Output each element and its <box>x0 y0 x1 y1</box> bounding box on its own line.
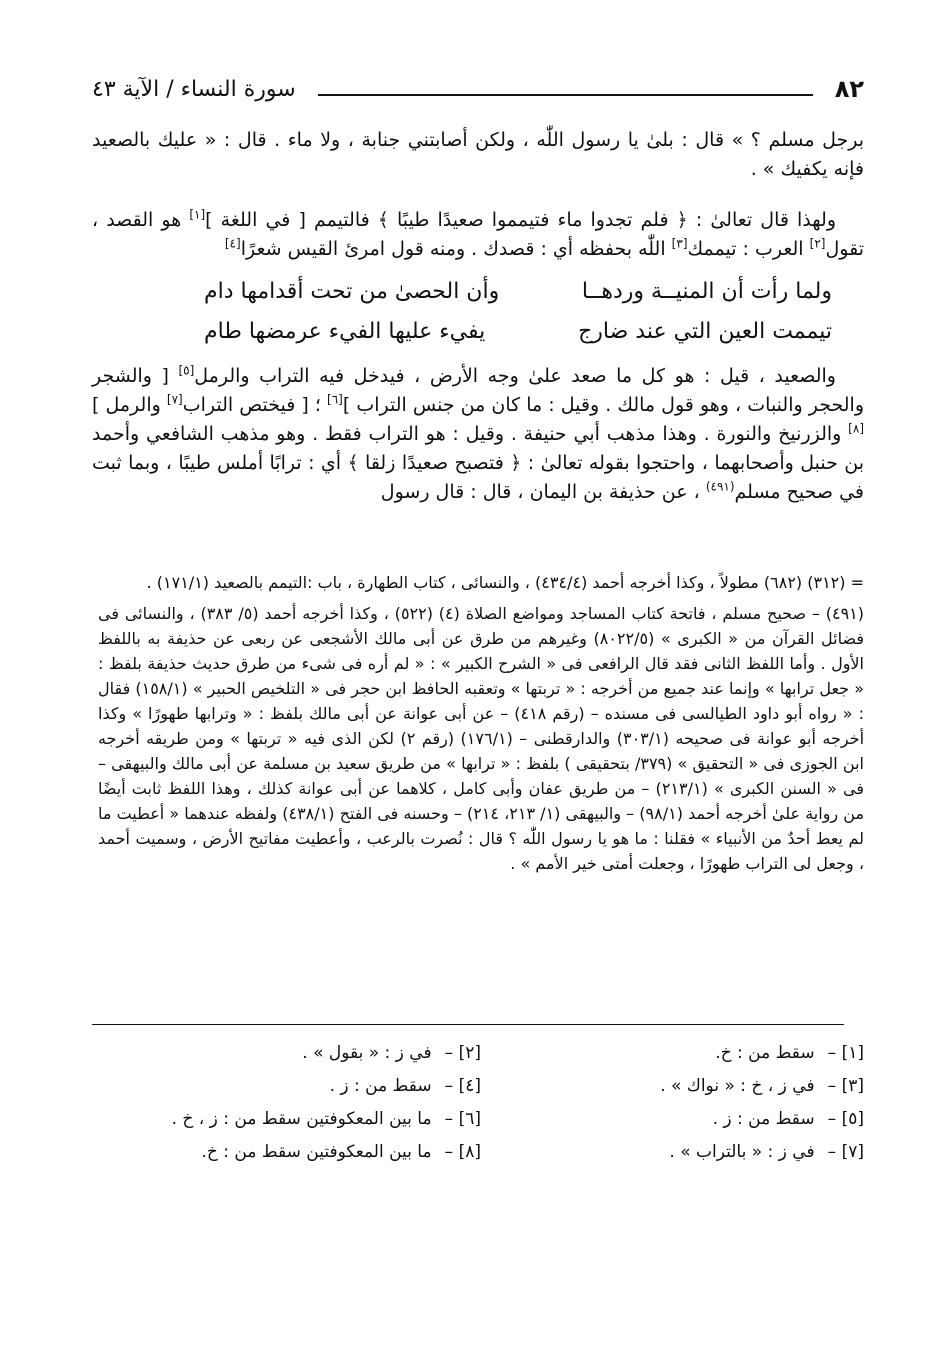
variant-note: [٤] – سقط من : ز . <box>329 1076 481 1096</box>
footnotes <box>98 570 864 882</box>
variant-note: [٥] – سقط من : ز . <box>712 1109 864 1129</box>
poem <box>92 272 864 352</box>
manuscript-variants <box>98 1040 864 1165</box>
paragraph-3: والصعيد ، قيل : هو كل ما صعد علىٰ وجه الأرض ، فيدخل فيه التراب والرمل[٥] [ والشجر والحجر والنبات ، وهو قول مالك . وقيل : ما كان من جنس التراب ][٦] ؛ [ فيختص التراب[٧] والرمل ][٨] والزرنيخ والنورة . وهذا مذهب أبي حنيفة . وقيل : هو التراب فقط . وهو مذهب الشافعي وأحمد بن حنبل وأصحابهما ، واحتجوا بقوله تعالىٰ : ﴿ فتصبح صعيدًا زلقا ﴾ أي : ترابًا أملس طيبًا ، وبما ثبت في صحيح مسلم$^{(٤٩١)}$ ، عن حذيفة بن اليمان ، قال : قال رسول <box>92 363 864 503</box>
footnote-491: (٤٩١) – صحيح مسلم ، فاتحة كتاب المساجد ومواضع الصلاة (٤) (٥٢٢) ، وكذا أخرجه أحمد (٥/ ٣٨٣) ، والنسائى فى فضائل القرآن من « الكبرى » (٨٠٢٢/٥) وغيرهم من طرق عن أبى مالك الأشجعى عن ربعى عن حذيفة به باللفظ الأول . وأما اللفظ الثانى فقد قال الرافعى فى « الشرح الكبير » : « لم أره فى شىء من طرق حديث حذيفة بلفظ : « جعل ترابها » وإنما عند جميع من أخرجه : « تربتها » وتعقبه الحافظ ابن حجر فى « التلخيص الحبير » (١٥٨/١) فقال : « رواه أبو داود الطيالسى فى مسنده – (رقم ٤١٨) – عن أبى عوانة عن أبى مالك بلفظ : « وترابها طهورًا » وكذا أخرجه أبو عوانة فى صحيحه (٣٠٣/١) والدارقطنى – (١٧٦/١) (رقم ٢) لكن الذى فيه « تربتها » ومن طريقه أخرجه ابن الجوزى فى « التحقيق » (٣٧٩/ بتحقيقى ) بلفظ : « ترابها » من طريق سعيد بن مسلمة عن أبى مالك والبيهقى – فى « السنن الكبرى » (٢١٣/١) – من طريق عفان وأبى كامل ، كلاهما عن أبى عوانة كذلك ، وهذا اللفظ ثابت أيضًا من رواية علىٰ أخرجه أحمد (٩٨/١) – والبيهقى (١/ ٢١٣، ٢١٤) – وحسنه فى الفتح (٤٣٨/١) ولفظه عندهما « أعطيت ما لم يعط أحدٌ من الأنبياء » فقلنا : ما هو يا رسول اللّٰه ؟ قال : نُصرت بالرعب ، وأعطيت مفاتيح الأرض ، وسميت أحمد ، وجعل لى التراب طهورًا ، وجعلت أمتى خير الأمم » . <box>98 604 865 873</box>
poem-line-2 <box>92 312 864 352</box>
page-header <box>92 72 864 106</box>
variant-note: [٢] – في ز : « بقول » . <box>302 1043 481 1063</box>
footnote-ref-6: [٦] <box>327 392 343 407</box>
variant-note: [٦] – ما بين المعكوفتين سقط من : ز ، خ . <box>171 1109 481 1129</box>
poem-hemistich-1b: وأن الحصىٰ من تحت أقدامها دام <box>204 279 500 304</box>
variant-note: [٧] – في ز : « بالتراب » . <box>669 1142 864 1162</box>
poem-line-1 <box>92 272 864 312</box>
surah-title: سورة النساء / الآية ٤٣ <box>92 76 296 102</box>
paragraph-2: ولهذا قال تعالىٰ : ﴿ فلم تجدوا ماء فتيمموا صعيدًا طيبًا ﴾ فالتيمم [ في اللغة ][١] هو القصد ، تقول[٢] العرب : تيممك[٣] اللّٰه بحفظه أي : قصدك . ومنه قول امرئ القيس شعرًا[٤] <box>92 207 864 260</box>
footnote-ref-4: [٤] <box>224 236 241 251</box>
footnote-ref-7: [٧] <box>166 392 183 407</box>
footnote-ref-3: [٣] <box>671 236 688 251</box>
variant-note: [١] – سقط من : خ. <box>715 1043 864 1063</box>
header-rule <box>318 94 813 96</box>
footnote-ref-2: [٢] <box>809 236 826 251</box>
footnote-ref-1: [١] <box>189 207 206 222</box>
paragraph-1: برجل مسلم ؟ » قال : بلىٰ يا رسول اللّٰه ، ولكن أصابتني جنابة ، ولا ماء . قال : « عليك بالصعيد فإنه يكفيك » . <box>92 129 864 180</box>
main-text <box>92 126 864 507</box>
poem-hemistich-2b: يفيء عليها الفيء عرمضها طام <box>204 319 486 344</box>
variant-note: [٨] – ما بين المعكوفتين سقط من : خ. <box>201 1142 481 1162</box>
footnote-ref-491: (٤٩١) <box>705 479 735 494</box>
footnote-ref-5: [٥] <box>178 363 195 378</box>
footnote-ref-8: [٨] <box>848 421 864 436</box>
footnote-divider <box>92 1024 844 1025</box>
variant-note: [٣] – في ز ، خ : « نواك » . <box>660 1076 864 1096</box>
poem-hemistich-2a: تيممت العين التي عند ضارج <box>578 319 832 344</box>
page-number: ٨٢ <box>834 75 864 103</box>
poem-hemistich-1a: ولما رأت أن المنيــة وردهــا <box>581 279 832 304</box>
footnote-continued: = (٣١٢) (٦٨٢) مطولاً ، وكذا أخرجه أحمد (٤٣٤/٤) ، والنسائى ، كتاب الطهارة ، باب :التيمم بالصعيد (١٧١/١) . <box>146 573 864 592</box>
